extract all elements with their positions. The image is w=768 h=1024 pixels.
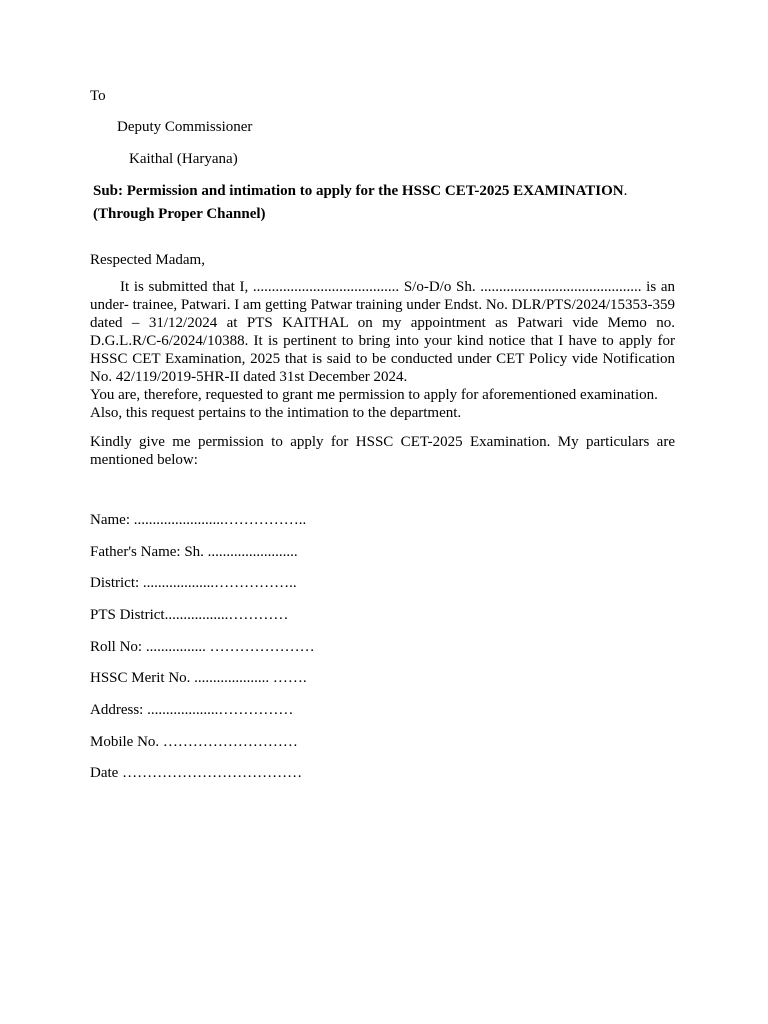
particular-fathers-name: Father's Name: Sh. ........................ [90,544,298,560]
subject-line [93,182,627,200]
particular-pts-district: PTS District.................………… [90,607,289,623]
recipient-title: Deputy Commissioner [117,119,253,135]
body-paragraph-1 [90,278,675,386]
particular-address: Address: ...................…………… [90,702,294,718]
body-paragraph-2: You are, therefore, requested to grant me permission to apply for aforementioned examination. Also, this request pertains to the intimation to the department. [90,387,658,421]
subject-text: Sub: Permission and intimation to apply for the HSSC CET-2025 EXAMINATION [93,183,624,199]
body-paragraph-1-text: It is submitted that I, ....................................... S/o-D/o Sh. ........................................... is an under- trainee, Patwari. I am getting Patwar training under Endst. No. DLR/PTS/2024/15353-359 dated – 31/12/2024 at PTS KAITHAL on my appointment as Patwari vide Memo no. D.G.L.R/C-6/2024/10388. It is pertinent to bring into your kind notice that I have to apply for HSSC CET Examination, 2025 that is said to be conducted under CET Policy vide Notification No. 42/119/2019-5HR-II dated 31st December 2024. [90,279,676,385]
salutation: Respected Madam, [90,252,205,268]
particular-name: Name: ........................…………….. [90,512,307,528]
particular-roll-no: Roll No: ................ ………………… [90,639,315,655]
subject-period: . [623,183,628,199]
body-paragraph-3: Kindly give me permission to apply for HSSC CET-2025 Examination. My particulars are mentioned below: [90,434,675,468]
particular-district: District: ...................…………….. [90,575,297,591]
through-channel: (Through Proper Channel) [93,206,266,222]
particular-date: Date ……………………………… [90,765,303,781]
recipient-location: Kaithal (Haryana) [129,151,238,167]
addressee-to: To [90,88,106,104]
particular-hssc-merit-no: HSSC Merit No. .................... ……. [90,670,307,686]
particular-mobile-no: Mobile No. ……………………… [90,734,298,750]
